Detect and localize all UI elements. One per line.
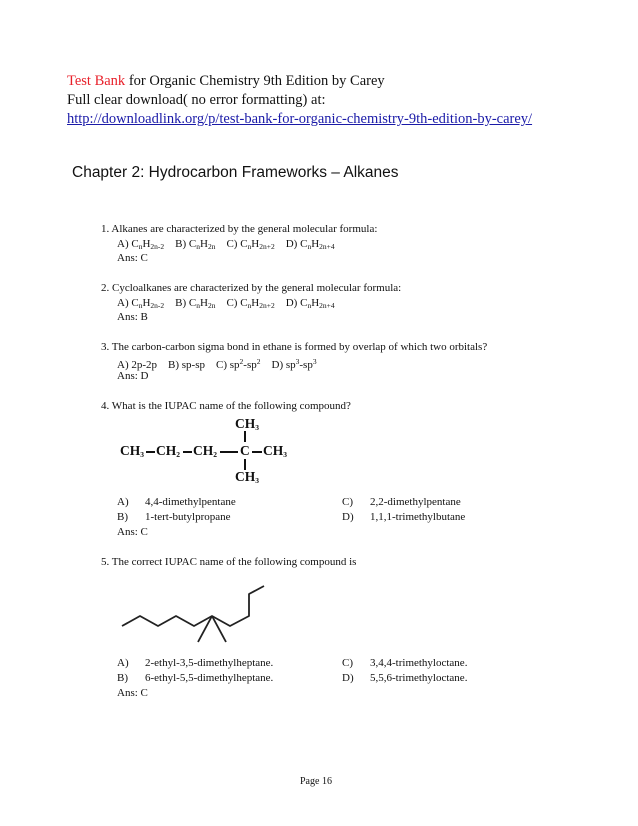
q5-option-b-label: B)	[117, 672, 128, 684]
question-4-answer: Ans: C	[117, 526, 148, 538]
question-3-answer: Ans: D	[117, 370, 149, 382]
q5-option-d-label: D)	[342, 672, 354, 684]
question-2-text: 2. Cycloalkanes are characterized by the general molecular formula:	[101, 282, 402, 294]
structure-chain-1: $CH_3$	[120, 443, 144, 459]
option-c: C) $C_nH_{2n+2}$	[226, 297, 275, 310]
question-2-options	[117, 296, 335, 313]
q4-option-a: 4,4-dimethylpentane	[145, 496, 236, 508]
option-c: C) $sp^2-sp^2$	[216, 357, 261, 371]
q5-option-a: 2-ethyl-3,5-dimethylheptane.	[145, 657, 274, 669]
book-title: for Organic Chemistry 9th Edition by Carey	[125, 73, 385, 89]
q4-option-c-label: C)	[342, 496, 353, 508]
page-number: Page 16	[300, 776, 332, 787]
skeletal-structure-diagram	[118, 582, 278, 648]
option-a: A) $C_nH_{2n-2}$	[117, 297, 165, 310]
q4-option-a-label: A)	[117, 496, 129, 508]
q4-option-b: 1-tert-butylpropane	[145, 511, 231, 523]
structure-bottom-methyl: $CH_3$	[235, 469, 259, 485]
q4-option-c: 2,2-dimethylpentane	[370, 496, 461, 508]
bond-3	[220, 451, 238, 453]
q4-option-d: 1,1,1-trimethylbutane	[370, 511, 466, 523]
option-c: C) $C_nH_{2n+2}$	[226, 238, 275, 251]
carbon-skeleton	[122, 586, 264, 626]
bond-1	[146, 451, 155, 453]
bond-right	[252, 451, 262, 453]
option-b: B) $C_nH_{2n}$	[175, 238, 216, 251]
q5-option-d: 5,5,6-trimethyloctane.	[370, 672, 468, 684]
option-a: A) 2p-2p	[117, 359, 158, 371]
question-4-text: 4. What is the IUPAC name of the following compound?	[101, 400, 351, 412]
option-b: B) sp-sp	[168, 359, 206, 371]
question-1-text: 1. Alkanes are characterized by the general molecular formula:	[101, 223, 378, 235]
chapter-title: Chapter 2: Hydrocarbon Frameworks – Alkanes	[72, 164, 399, 181]
structure-right-methyl: $CH_3$	[263, 443, 287, 459]
download-line: Full clear download( no error formatting) at:	[67, 92, 326, 108]
question-3-text: 3. The carbon-carbon sigma bond in ethane is formed by overlap of which two orbitals?	[101, 341, 488, 353]
condensed-structure-diagram	[116, 416, 306, 486]
option-d: D) $C_nH_{2n+4}$	[285, 297, 335, 310]
question-5-answer: Ans: C	[117, 687, 148, 699]
q5-option-b: 6-ethyl-5,5-dimethylheptane.	[145, 672, 274, 684]
question-2-answer: Ans: B	[117, 311, 148, 323]
structure-chain-3: $CH_2$	[193, 443, 217, 459]
option-a: A) $C_nH_{2n-2}$	[117, 238, 165, 251]
bond-2	[183, 451, 192, 453]
test-bank-label: Test Bank	[67, 73, 126, 89]
q4-option-d-label: D)	[342, 511, 354, 523]
q4-option-b-label: B)	[117, 511, 128, 523]
bond-vertical-top	[244, 431, 246, 442]
q5-option-c-label: C)	[342, 657, 353, 669]
download-link[interactable]: http://downloadlink.org/p/test-bank-for-organic-chemistry-9th-edition-by-carey/	[67, 111, 533, 127]
question-5-text: 5. The correct IUPAC name of the following compound is	[101, 556, 357, 568]
option-b: B) $C_nH_{2n}$	[175, 297, 216, 310]
question-1-options	[117, 237, 335, 254]
structure-chain-2: $CH_2$	[156, 443, 180, 459]
question-1-answer: Ans: C	[117, 252, 148, 264]
structure-top-methyl: $CH_3$	[235, 416, 259, 432]
q5-option-a-label: A)	[117, 657, 129, 669]
option-d: D) $C_nH_{2n+4}$	[285, 238, 335, 251]
structure-center-carbon: C	[240, 443, 250, 458]
option-d: D) $sp^3-sp^3$	[271, 357, 317, 371]
q5-option-c: 3,4,4-trimethyloctane.	[370, 657, 468, 669]
header-title-line	[67, 72, 385, 90]
